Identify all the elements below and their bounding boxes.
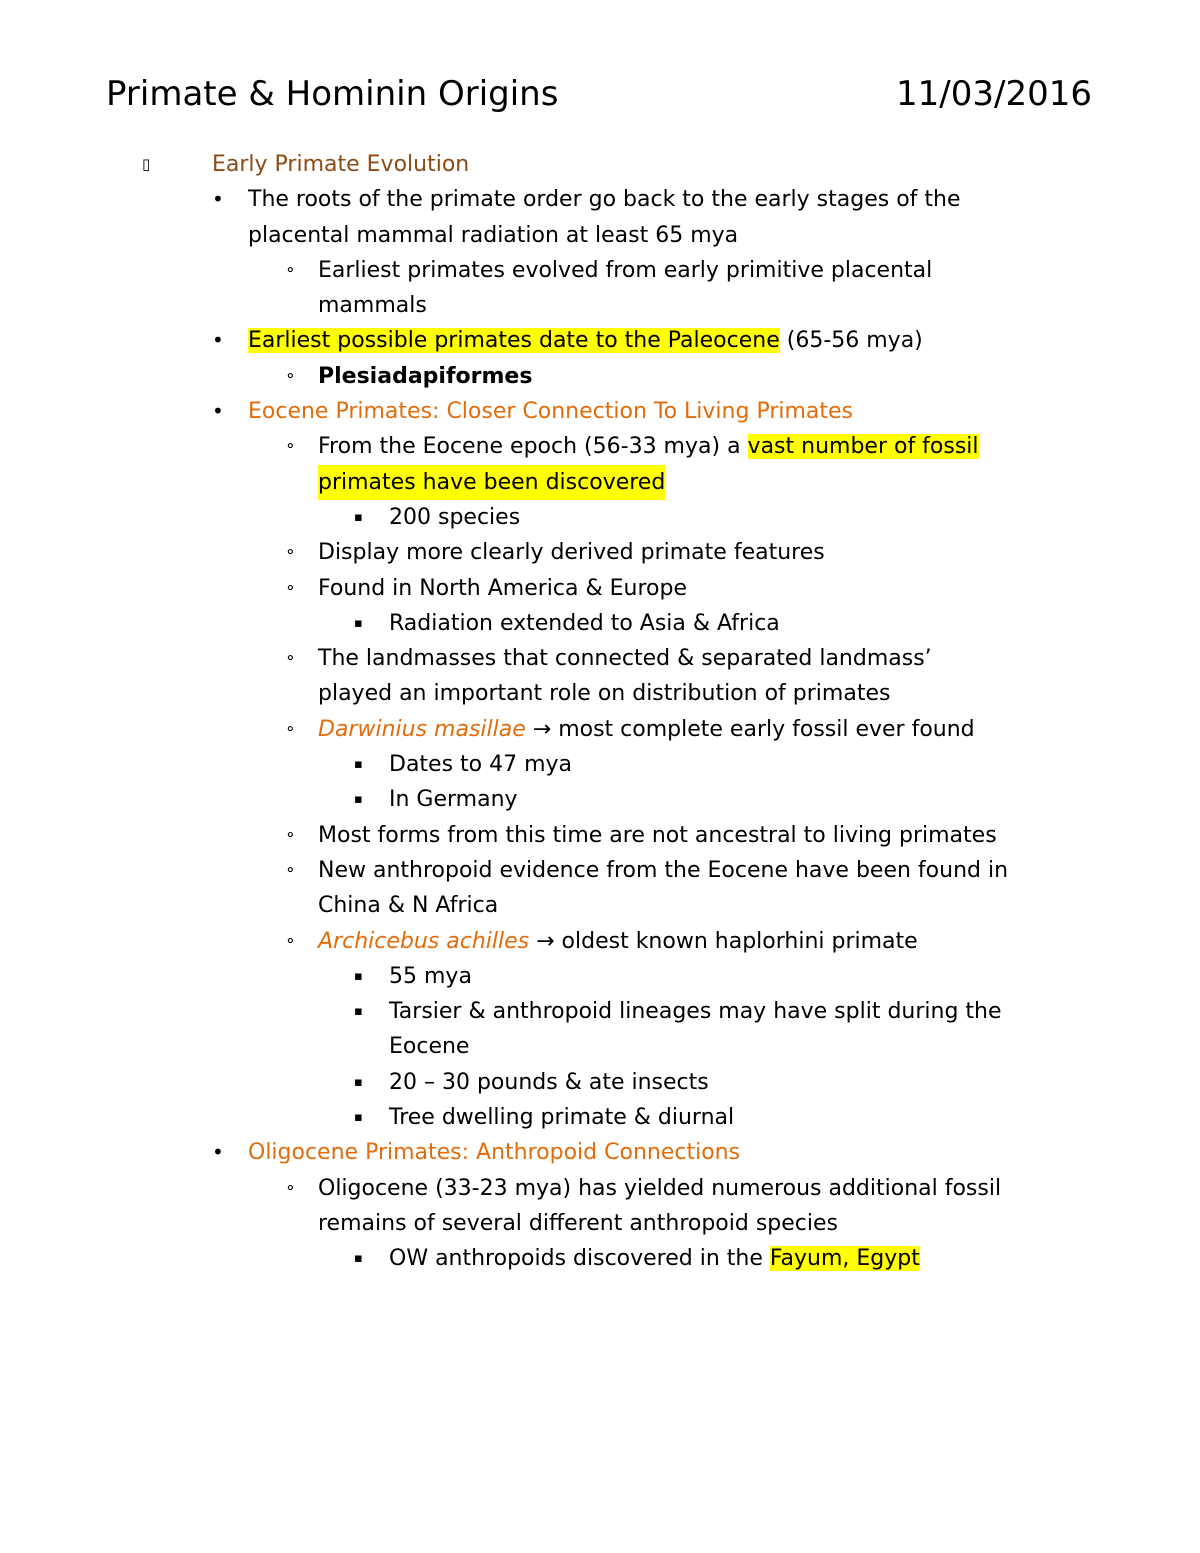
tertiary-list-item-text: In Germany <box>389 787 518 813</box>
tertiary-list-item-text: Tarsier & anthropoid lineages may have split during the <box>389 999 1002 1025</box>
hollow-bullet-icon: ⚬ <box>284 260 297 279</box>
sub-list-item <box>0 924 1200 959</box>
tertiary-list-item <box>0 959 1200 994</box>
sub-list-item-text: Earliest primates evolved from early primitive placental <box>318 257 933 283</box>
hollow-bullet-icon: ⚬ <box>284 543 297 562</box>
tertiary-list-item-text <box>389 1241 920 1276</box>
tertiary-list-item <box>0 747 1200 782</box>
sub-list-item <box>0 853 1200 888</box>
sub-list-item <box>0 1171 1200 1206</box>
sub-list-item-text: China & N Africa <box>318 893 499 919</box>
sub-list-item-text: Oligocene (33-23 mya) has yielded numerous additional fossil <box>318 1175 1002 1201</box>
document-date: 11/03/2016 <box>896 74 1092 114</box>
hollow-bullet-icon: ⚬ <box>284 578 297 597</box>
square-bullet-icon: ▪ <box>354 792 363 808</box>
square-bullet-icon: ▪ <box>354 509 363 525</box>
plain-text: oldest known haplorhini primate <box>554 928 918 954</box>
highlighted-text: vast number of fossil <box>747 434 979 460</box>
sub-list-item-text: mammals <box>318 293 427 319</box>
highlighted-text: Earliest possible primates date to the Paleocene <box>248 328 780 354</box>
list-item <box>0 182 1200 217</box>
hollow-bullet-icon: ⚬ <box>284 860 297 879</box>
sub-list-item <box>0 535 1200 570</box>
hollow-bullet-icon: ⚬ <box>284 366 297 385</box>
square-bullet-icon: ▪ <box>354 615 363 631</box>
list-item <box>0 394 1200 429</box>
plain-text: OW anthropoids discovered in the <box>389 1246 770 1272</box>
sub-list-item <box>0 359 1200 394</box>
hollow-bullet-icon: ⚬ <box>284 437 297 456</box>
highlighted-text: Fayum, Egypt <box>769 1246 920 1272</box>
tertiary-list-item <box>0 994 1200 1029</box>
sub-list-item-continuation <box>0 888 1200 923</box>
sub-list-item-text: remains of several different anthropoid species <box>318 1210 839 1236</box>
filled-bullet-icon: • <box>212 1140 224 1165</box>
tertiary-list-item <box>0 500 1200 535</box>
plain-text: From the Eocene epoch (56-33 mya) a <box>318 434 748 460</box>
hollow-bullet-icon: ⚬ <box>284 825 297 844</box>
tertiary-list-item-text: 20 – 30 pounds & ate insects <box>389 1069 709 1095</box>
section-heading <box>0 147 1200 182</box>
plain-text: most complete early fossil ever found <box>551 716 975 742</box>
square-bullet-icon: ▪ <box>354 1004 363 1020</box>
species-name: Darwinius masillae <box>318 716 526 742</box>
square-bullet-icon: ▪ <box>354 968 363 984</box>
tertiary-list-item <box>0 782 1200 817</box>
list-item <box>0 323 1200 358</box>
tertiary-list-item-text: 55 mya <box>389 963 472 989</box>
plain-text: (65-56 mya) <box>779 328 923 354</box>
document-title: Primate & Hominin Origins <box>106 74 559 114</box>
tertiary-list-item-text: Dates to 47 mya <box>389 752 573 778</box>
sub-list-item <box>0 712 1200 747</box>
filled-bullet-icon: • <box>212 328 224 353</box>
sub-list-item-text <box>318 712 975 747</box>
subsection-heading-text: Eocene Primates: Closer Connection To Living Primates <box>248 399 854 425</box>
tertiary-list-item-text: 200 species <box>389 504 521 530</box>
right-arrow-icon: → <box>536 928 555 954</box>
subsection-heading-text: Oligocene Primates: Anthropoid Connections <box>248 1140 741 1166</box>
tertiary-list-item <box>0 606 1200 641</box>
tertiary-list-item <box>0 1241 1200 1276</box>
hollow-bullet-icon: ⚬ <box>284 931 297 950</box>
square-bullet-icon: ▪ <box>354 757 363 773</box>
sub-list-item-text: Found in North America & Europe <box>318 575 688 601</box>
tertiary-list-item-text: Radiation extended to Asia & Africa <box>389 610 780 636</box>
section-heading-text: Early Primate Evolution <box>212 152 470 177</box>
square-bullet-icon: ▪ <box>354 1110 363 1126</box>
square-bullet-icon: ▪ <box>354 1074 363 1090</box>
hollow-bullet-icon: ⚬ <box>284 1178 297 1197</box>
sub-list-item <box>0 818 1200 853</box>
sub-list-item <box>0 641 1200 676</box>
species-name: Archicebus achilles <box>318 928 530 954</box>
sub-list-item-continuation <box>0 676 1200 711</box>
tertiary-list-item <box>0 1100 1200 1135</box>
tertiary-list-item-text: Tree dwelling primate & diurnal <box>389 1105 735 1131</box>
list-item-text: The roots of the primate order go back to the early stages of the <box>248 187 961 213</box>
square-bullet-icon: ▪ <box>354 1251 363 1267</box>
sub-list-item-text: Most forms from this time are not ancestral to living primates <box>318 822 997 848</box>
list-item <box>0 1135 1200 1170</box>
tertiary-list-item <box>0 1065 1200 1100</box>
highlighted-text: primates have been discovered <box>318 465 665 500</box>
list-item-text: placental mammal radiation at least 65 mya <box>248 222 739 248</box>
hollow-bullet-icon: ⚬ <box>284 649 297 668</box>
sub-list-item <box>0 571 1200 606</box>
sub-list-item-text: New anthropoid evidence from the Eocene have been found in <box>318 857 1009 883</box>
sub-list-item-continuation <box>0 465 1200 500</box>
filled-bullet-icon: • <box>212 187 224 212</box>
sub-list-item-continuation <box>0 288 1200 323</box>
right-arrow-icon: → <box>532 716 552 742</box>
list-item-continuation <box>0 218 1200 253</box>
sub-list-item <box>0 429 1200 464</box>
sub-list-item <box>0 253 1200 288</box>
sub-list-item-continuation <box>0 1206 1200 1241</box>
sub-list-item-text <box>318 429 979 464</box>
notes-outline <box>0 147 1200 1277</box>
sub-list-item-text: Plesiadapiformes <box>318 363 533 389</box>
sub-list-item-text: Display more clearly derived primate features <box>318 540 825 566</box>
sub-list-item-text <box>318 924 918 959</box>
box-bullet-icon: ▯ <box>142 155 151 173</box>
tertiary-list-item-continuation <box>0 1029 1200 1064</box>
sub-list-item-text: played an important role on distribution of primates <box>318 681 891 707</box>
list-item-text <box>248 323 923 358</box>
tertiary-list-item-text: Eocene <box>389 1034 470 1060</box>
hollow-bullet-icon: ⚬ <box>284 719 297 738</box>
filled-bullet-icon: • <box>212 399 224 424</box>
sub-list-item-text: The landmasses that connected & separated landmass’ <box>318 646 932 672</box>
